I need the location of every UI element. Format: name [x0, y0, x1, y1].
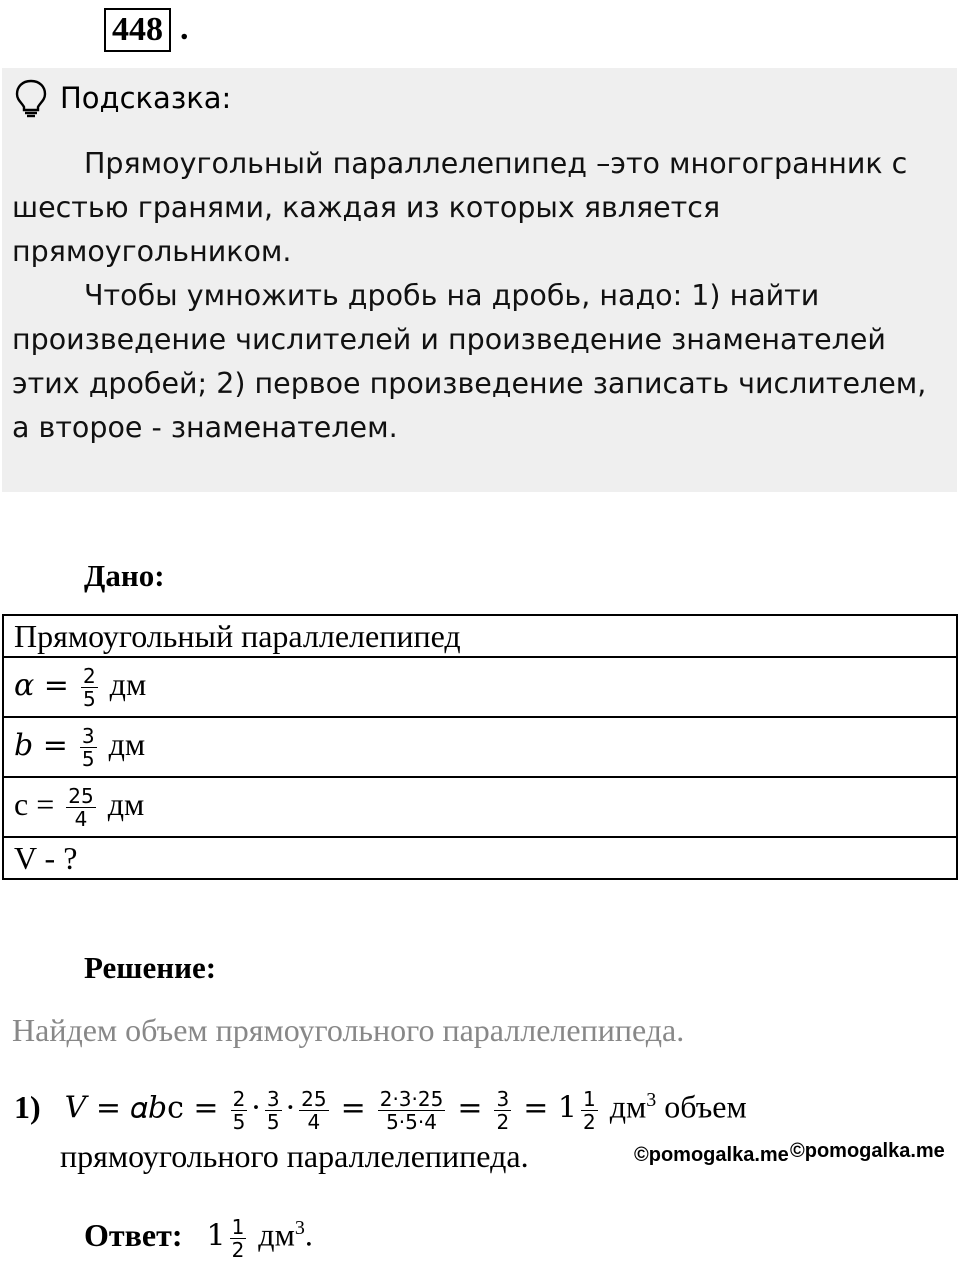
numerator: 2 [232, 1086, 246, 1111]
denominator: 5 [266, 1109, 280, 1134]
step-number: 1) [14, 1088, 41, 1125]
denominator: 5 [81, 746, 95, 771]
answer-end: . [304, 1216, 313, 1253]
equals: = [340, 1090, 366, 1126]
solution-step-1 [14, 1070, 954, 1139]
watermark: ©pomogalka.me [634, 1144, 789, 1166]
unit: дм [258, 1216, 295, 1253]
unit: дм [108, 725, 146, 762]
var-c: c = [14, 785, 55, 822]
step-tail: объем [664, 1088, 747, 1125]
table-row [3, 657, 957, 717]
given-find: V - ? [3, 837, 957, 879]
equals: = [457, 1090, 483, 1126]
given-c [3, 777, 957, 837]
numerator: 3 [266, 1086, 280, 1111]
dot-operator: · [251, 1090, 261, 1126]
table-row [3, 717, 957, 777]
denominator: 4 [74, 806, 88, 831]
unit-exponent: 3 [646, 1089, 657, 1111]
watermark: ©pomogalka.me [790, 1140, 945, 1162]
table-row [3, 777, 957, 837]
unit: дм [109, 665, 147, 702]
unit-exponent: 3 [294, 1217, 305, 1239]
hint-paragraph: Чтобы умножить дробь на дробь, надо: 1) найти произведение числителей и произведение знаменателей этих дробей; 2) первое произведение записать числителем, а второе - знаменателем. [12, 279, 927, 444]
numerator: 25 [301, 1086, 327, 1111]
numerator: 1 [231, 1214, 245, 1239]
hint-text [12, 142, 932, 450]
given-shape: Прямоугольный параллелепипед [3, 615, 957, 657]
numerator: 3 [496, 1086, 510, 1111]
answer [84, 1198, 313, 1267]
var-a: 𝛼 = [14, 667, 69, 703]
given-b [3, 717, 957, 777]
fraction [80, 725, 97, 770]
table-row [3, 615, 957, 657]
task-number-dot: . [180, 10, 189, 47]
fraction [66, 785, 95, 830]
given-table [2, 614, 958, 880]
solution-heading: Решение: [84, 950, 217, 985]
formula-lhs: 𝑉 = 𝛼𝑏c = [64, 1090, 219, 1126]
hint-title: Подсказка: [60, 81, 232, 115]
equals-mixed: = 1 [523, 1090, 577, 1126]
denominator: 2 [231, 1237, 245, 1262]
var-b: 𝑏 = [14, 727, 68, 763]
numerator: 1 [582, 1086, 596, 1111]
numerator: 3 [81, 723, 95, 748]
table-row [3, 837, 957, 879]
dot-operator: · [285, 1090, 296, 1126]
denominator: 5 [232, 1109, 246, 1134]
fraction [299, 1088, 328, 1133]
denominator: 2 [582, 1109, 596, 1134]
unit: дм [609, 1088, 647, 1125]
numerator: 25 [68, 783, 94, 808]
solution-step-1-line2: прямоугольного параллелепипеда. [60, 1138, 529, 1174]
lightbulb-icon [14, 78, 48, 118]
denominator: 5 [82, 686, 96, 711]
numerator: 2 [82, 663, 96, 688]
task-number: 448 [104, 8, 171, 52]
fraction [265, 1088, 282, 1133]
fraction [81, 665, 98, 710]
given-a [3, 657, 957, 717]
unit: дм [107, 785, 145, 822]
numerator: 2·3·25 [379, 1086, 444, 1111]
answer-label: Ответ: [84, 1216, 183, 1253]
denominator: 2 [496, 1109, 510, 1134]
answer-whole: 1 [206, 1218, 226, 1254]
fraction [231, 1088, 248, 1133]
fraction [494, 1088, 511, 1133]
solution-intro: Найдем объем прямоугольного параллелепипеда. [12, 1012, 685, 1048]
given-heading: Дано: [84, 558, 165, 593]
denominator: 4 [307, 1109, 321, 1134]
fraction [581, 1088, 598, 1133]
fraction [230, 1216, 247, 1261]
hint-paragraph: Прямоугольный параллелепипед –это многогранник с шестью гранями, каждая из которых является прямоугольником. [12, 147, 908, 268]
fraction [378, 1088, 446, 1133]
denominator: 5·5·4 [386, 1109, 437, 1134]
